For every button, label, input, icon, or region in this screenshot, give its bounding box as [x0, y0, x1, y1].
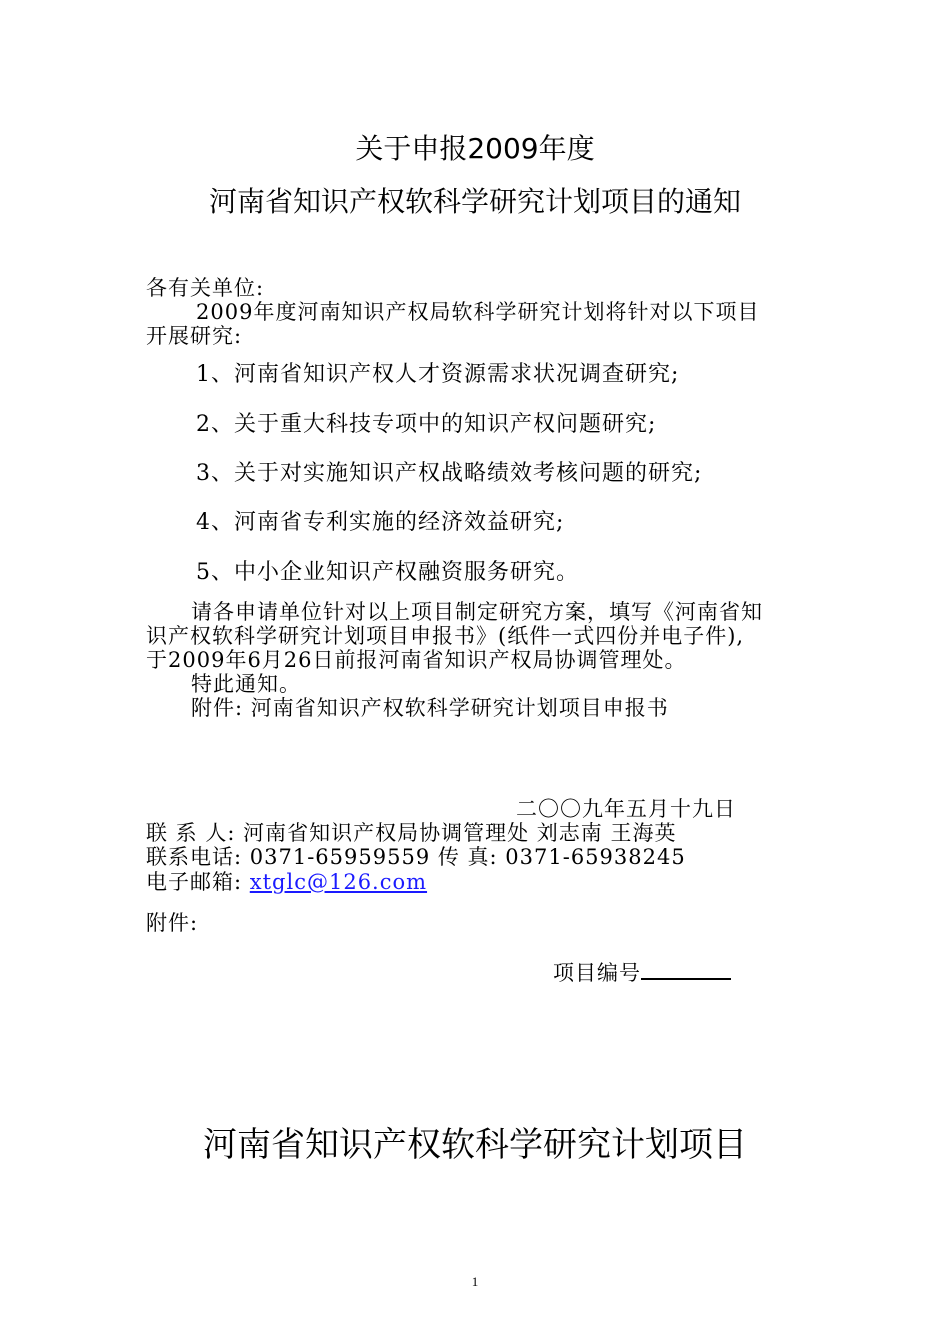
list-item: 3、关于对实施知识产权战略绩效考核问题的研究;: [196, 461, 703, 486]
attachment-text: 附件: 河南省知识产权软科学研究计划项目申报书: [191, 696, 669, 720]
request-line-1: 请各申请单位针对以上项目制定研究方案，填写《河南省知: [191, 600, 763, 624]
list-item: 1、河南省知识产权人才资源需求状况调查研究;: [196, 362, 680, 387]
list-item: 4、河南省专利实施的经济效益研究;: [196, 510, 565, 535]
notice-text: 特此通知。: [191, 672, 301, 696]
salutation: 各有关单位:: [146, 276, 265, 300]
project-number-blank: [641, 956, 731, 980]
contact-line: 联 系 人: 河南省知识产权局协调管理处 刘志南 王海英: [146, 821, 677, 845]
list-item: 2、关于重大科技专项中的知识产权问题研究;: [196, 412, 657, 437]
title-line-1: 关于申报2009年度: [355, 132, 595, 165]
attachment-label: 附件:: [146, 911, 199, 935]
project-number-label: 项目编号: [553, 961, 641, 985]
request-line-3: 于2009年6月26日前报河南省知识产权局协调管理处。: [146, 648, 687, 672]
intro-line-1: 2009年度河南知识产权局软科学研究计划将针对以下项目: [196, 300, 760, 324]
request-line-2: 识产权软科学研究计划项目申报书》(纸件一式四份并电子件),: [146, 624, 745, 648]
page-number: 1: [471, 1274, 479, 1289]
second-title: 河南省知识产权软科学研究计划项目: [203, 1125, 747, 1165]
issue-date: 二〇〇九年五月十九日: [516, 797, 736, 821]
list-item: 5、中小企业知识产权融资服务研究。: [196, 560, 579, 585]
project-number-field: [553, 956, 731, 986]
phone-line: 联系电话: 0371-65959559 传 真: 0371-65938245: [146, 845, 686, 869]
email-link[interactable]: xtglc@126.com: [249, 870, 428, 894]
title-line-2: 河南省知识产权软科学研究计划项目的通知: [208, 185, 741, 218]
intro-line-2: 开展研究:: [146, 324, 243, 348]
email-label: 电子邮箱:: [146, 870, 250, 894]
email-line: [146, 870, 427, 894]
